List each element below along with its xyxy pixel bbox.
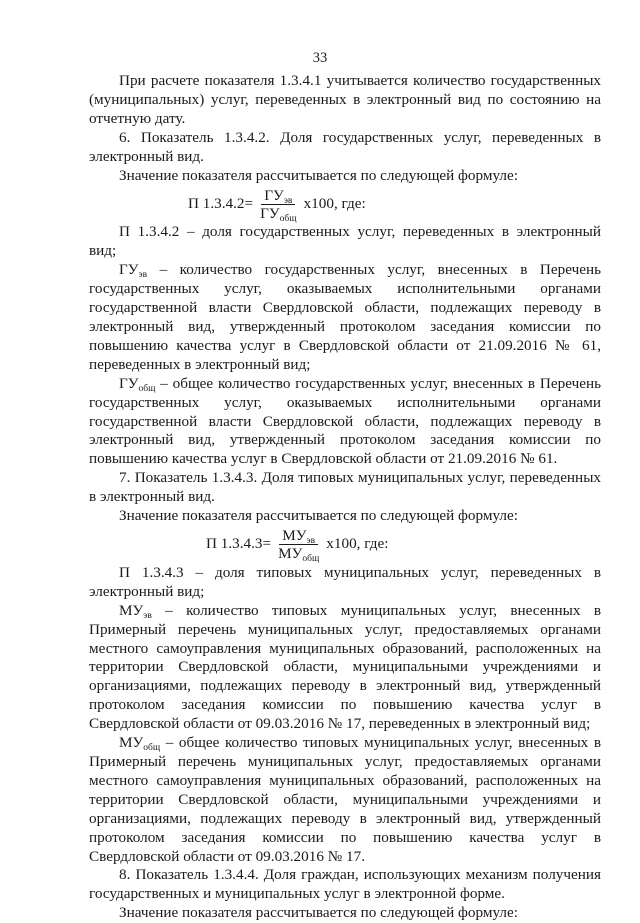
paragraph-formula-intro: Значение показателя рассчитывается по следующей формуле:	[119, 166, 518, 184]
paragraph-formula-intro: Значение показателя рассчитывается по следующей формуле:	[119, 507, 518, 525]
paragraph-definition-mu-obsh: $МУ_{общ}$ – общее количество типовых муниципальных услуг, внесенных в Примерный перечень муниципальных услуг, предоставляемых органами местного самоуправления муниципальных образований, расположенных на территории Свердловской области, муниципальными учреждениями и организациями, подлежащих переводу в электронный вид, утвержденный протоколом заседания комиссии по повышению качества услуг в Свердловской области от 09.03.2016 № 17.	[89, 734, 601, 865]
symbol-subscript: общ	[143, 743, 161, 754]
formula-numerator: $ГУ_{эв}$	[261, 187, 295, 205]
formula-lhs: П 1.3.4.3=	[206, 535, 272, 553]
formula-1343	[89, 526, 601, 564]
formula-denominator: $МУ_{общ}$	[278, 545, 320, 565]
symbol: ГУ	[119, 261, 139, 279]
paragraph-formula-intro: Значение показателя рассчитывается по следующей формуле:	[119, 904, 518, 922]
paragraph-indicator-1344-title: 8. Показатель 1.3.4.4. Доля граждан, использующих механизм получения государственных и муниципальных услуг в электронной форме.	[89, 866, 601, 903]
symbol: ГУ	[119, 374, 139, 392]
symbol-subscript: эв	[138, 270, 148, 281]
paragraph-definition-p1343: П 1.3.4.3 – доля типовых муниципальных услуг, переведенных в электронный вид;	[89, 563, 601, 600]
paragraph-definition-gu-ev: $ГУ_{эв}$ – количество государственных услуг, внесенных в Перечень государственных услуг, оказываемых исполнительными органами государственной власти Свердловской области, подлежащих переводу в электронный вид, утвержденный протоколом заседания комиссии по повышению качества услуг в Свердловской области от 21.09.2016 № 61, переведенных в электронный вид;	[89, 261, 601, 373]
formula-rhs: x100, где:	[326, 535, 389, 553]
formula-denominator: $ГУ_{общ}$	[260, 204, 297, 224]
paragraph-definition-p1342: П 1.3.4.2 – доля государственных услуг, переведенных в электронный вид;	[89, 223, 601, 260]
paragraph-indicator-1342-title: 6. Показатель 1.3.4.2. Доля государственных услуг, переведенных в электронный вид.	[89, 128, 601, 165]
symbol: МУ	[119, 601, 144, 619]
symbol-subscript: общ	[138, 383, 156, 394]
document-body	[89, 72, 601, 923]
paragraph-definition-mu-ev: $МУ_{эв}$ – количество типовых муниципальных услуг, внесенных в Примерный перечень муниципальных услуг, предоставляемых органами местного самоуправления муниципальных образований, расположенных на территории Свердловской области, муниципальными учреждениями и организациями, подлежащих переводу в электронный вид, утвержденный протоколом заседания комиссии по повышению качества услуг в Свердловской области от 09.03.2016 № 17, переведенных в электронный вид;	[89, 601, 601, 733]
page-number: 33	[312, 50, 328, 66]
formula-fraction	[257, 187, 299, 222]
symbol-subscript: эв	[143, 610, 152, 621]
formula-lhs: П 1.3.4.2=	[188, 194, 254, 212]
paragraph-definition-gu-obsh: $ГУ_{общ}$ – общее количество государственных услуг, внесенных в Перечень государственных услуг, оказываемых исполнительными органами государственной власти Свердловской области, подлежащих переводу в электронный вид, утвержденный протоколом заседания комиссии по повышению качества услуг в Свердловской области от 21.09.2016 № 61.	[89, 374, 601, 468]
formula-1342	[89, 185, 601, 223]
formula-rhs: x100, где:	[303, 194, 366, 212]
paragraph-indicator-1343-title: 7. Показатель 1.3.4.3. Доля типовых муниципальных услуг, переведенных в электронный вид.	[89, 469, 601, 506]
formula-numerator: $МУ_{эв}$	[279, 527, 318, 545]
formula-fraction	[275, 527, 322, 565]
paragraph-indicator-1341-note: При расчете показателя 1.3.4.1 учитывается количество государственных (муниципальных) услуг, переведенных в электронный вид по состоянию на отчетную дату.	[89, 72, 601, 127]
symbol: МУ	[119, 734, 144, 752]
